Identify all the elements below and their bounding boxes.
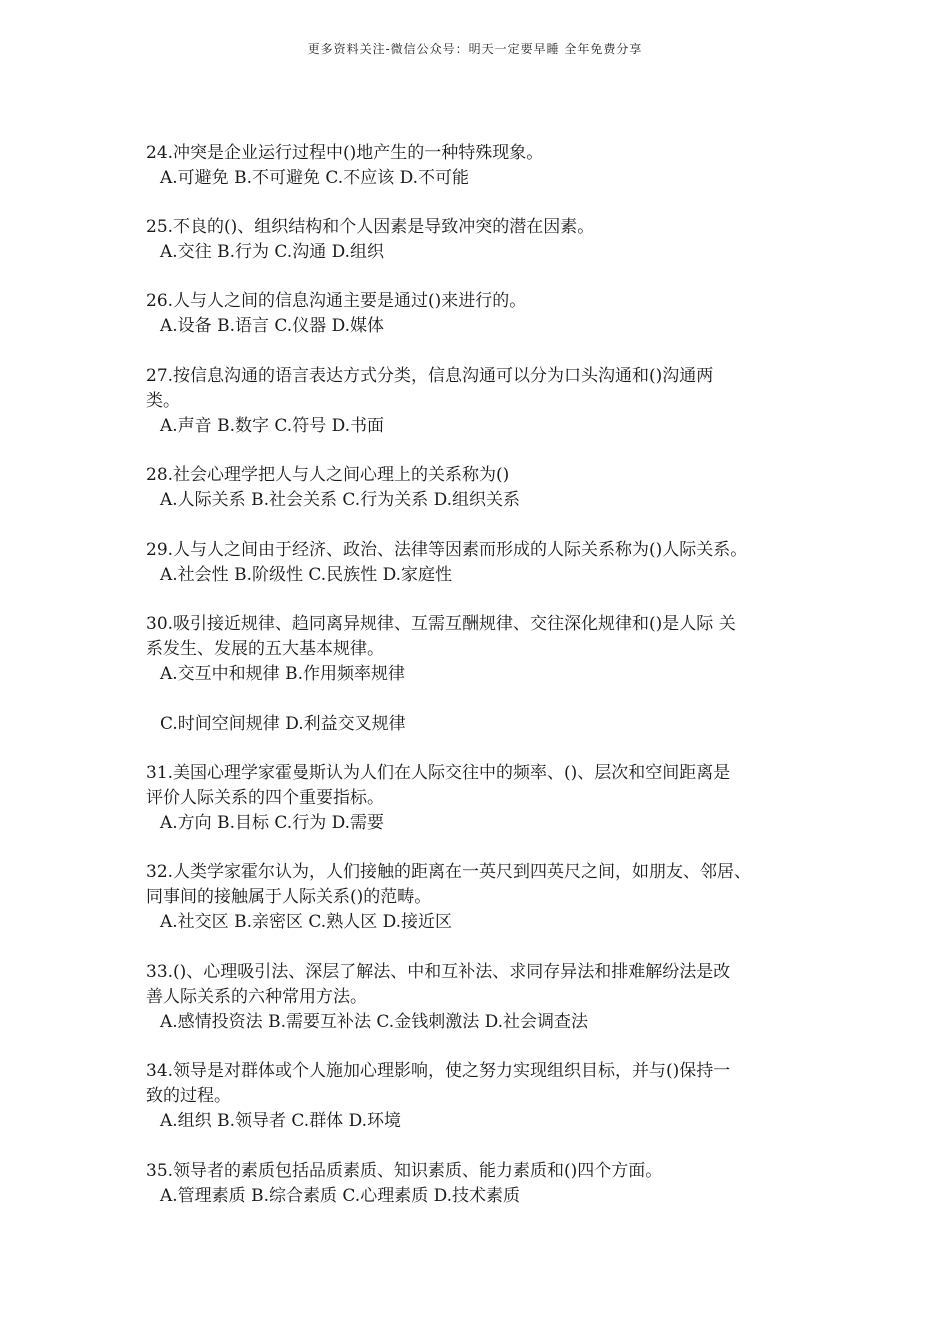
question-33-text: 33.()、心理吸引法、深层了解法、中和互补法、求同存异法和排难解纷法是改 xyxy=(146,962,731,982)
question-24-options: A.可避免 B.不可避免 C.不应该 D.不可能 xyxy=(160,168,470,188)
question-34-text-cont: 致的过程。 xyxy=(146,1086,231,1106)
question-30-options: A.交互中和规律 B.作用频率规律 xyxy=(160,664,405,684)
question-34-text: 34.领导是对群体或个人施加心理影响，使之努力实现组织目标，并与()保持一 xyxy=(146,1061,731,1081)
question-31-text: 31.美国心理学家霍曼斯认为人们在人际交往中的频率、()、层次和空间距离是 xyxy=(146,763,731,783)
question-24-text: 24.冲突是企业运行过程中()地产生的一种特殊现象。 xyxy=(146,143,544,163)
question-27-options: A.声音 B.数字 C.符号 D.书面 xyxy=(160,416,385,436)
question-27-text: 27.按信息沟通的语言表达方式分类，信息沟通可以分为口头沟通和()沟通两 xyxy=(146,366,714,386)
question-30-options-cont: C.时间空间规律 D.利益交叉规律 xyxy=(160,714,406,734)
question-34-options: A.组织 B.领导者 C.群体 D.环境 xyxy=(160,1111,402,1131)
question-29-options: A.社会性 B.阶级性 C.民族性 D.家庭性 xyxy=(160,565,453,585)
question-31-text-cont: 评价人际关系的四个重要指标。 xyxy=(146,788,384,808)
question-30-text: 30.吸引接近规律、趋同离异规律、互需互酬规律、交往深化规律和()是人际 关 xyxy=(146,614,736,634)
question-33-options: A.感情投资法 B.需要互补法 C.金钱刺激法 D.社会调查法 xyxy=(160,1012,589,1032)
question-28-options: A.人际关系 B.社会关系 C.行为关系 D.组织关系 xyxy=(160,490,521,510)
question-26-options: A.设备 B.语言 C.仪器 D.媒体 xyxy=(160,316,385,336)
question-35-options: A.管理素质 B.综合素质 C.心理素质 D.技术素质 xyxy=(160,1186,521,1206)
question-25-text: 25.不良的()、组织结构和个人因素是导致冲突的潜在因素。 xyxy=(146,217,595,237)
question-28-text: 28.社会心理学把人与人之间心理上的关系称为() xyxy=(146,465,510,485)
question-26-text: 26.人与人之间的信息沟通主要是通过()来进行的。 xyxy=(146,291,527,311)
question-32-options: A.社交区 B.亲密区 C.熟人区 D.接近区 xyxy=(160,912,453,932)
question-27-text-cont: 类。 xyxy=(146,391,180,411)
question-31-options: A.方向 B.目标 C.行为 D.需要 xyxy=(160,813,385,833)
question-32-text: 32.人类学家霍尔认为，人们接触的距离在一英尺到四英尺之间，如朋友、邻居、 xyxy=(146,862,752,882)
question-32-text-cont: 同事间的接触属于人际关系()的范畴。 xyxy=(146,887,432,907)
question-33-text-cont: 善人际关系的六种常用方法。 xyxy=(146,987,367,1007)
question-29-text: 29.人与人之间由于经济、政治、法律等因素而形成的人际关系称为()人际关系。 xyxy=(146,540,748,560)
question-25-options: A.交往 B.行为 C.沟通 D.组织 xyxy=(160,242,385,262)
page-header: 更多资料关注-微信公众号：明天一定要早睡 全年免费分享 xyxy=(307,42,643,56)
question-35-text: 35.领导者的素质包括品质素质、知识素质、能力素质和()四个方面。 xyxy=(146,1161,663,1181)
question-30-text-cont: 系发生、发展的五大基本规律。 xyxy=(146,639,384,659)
